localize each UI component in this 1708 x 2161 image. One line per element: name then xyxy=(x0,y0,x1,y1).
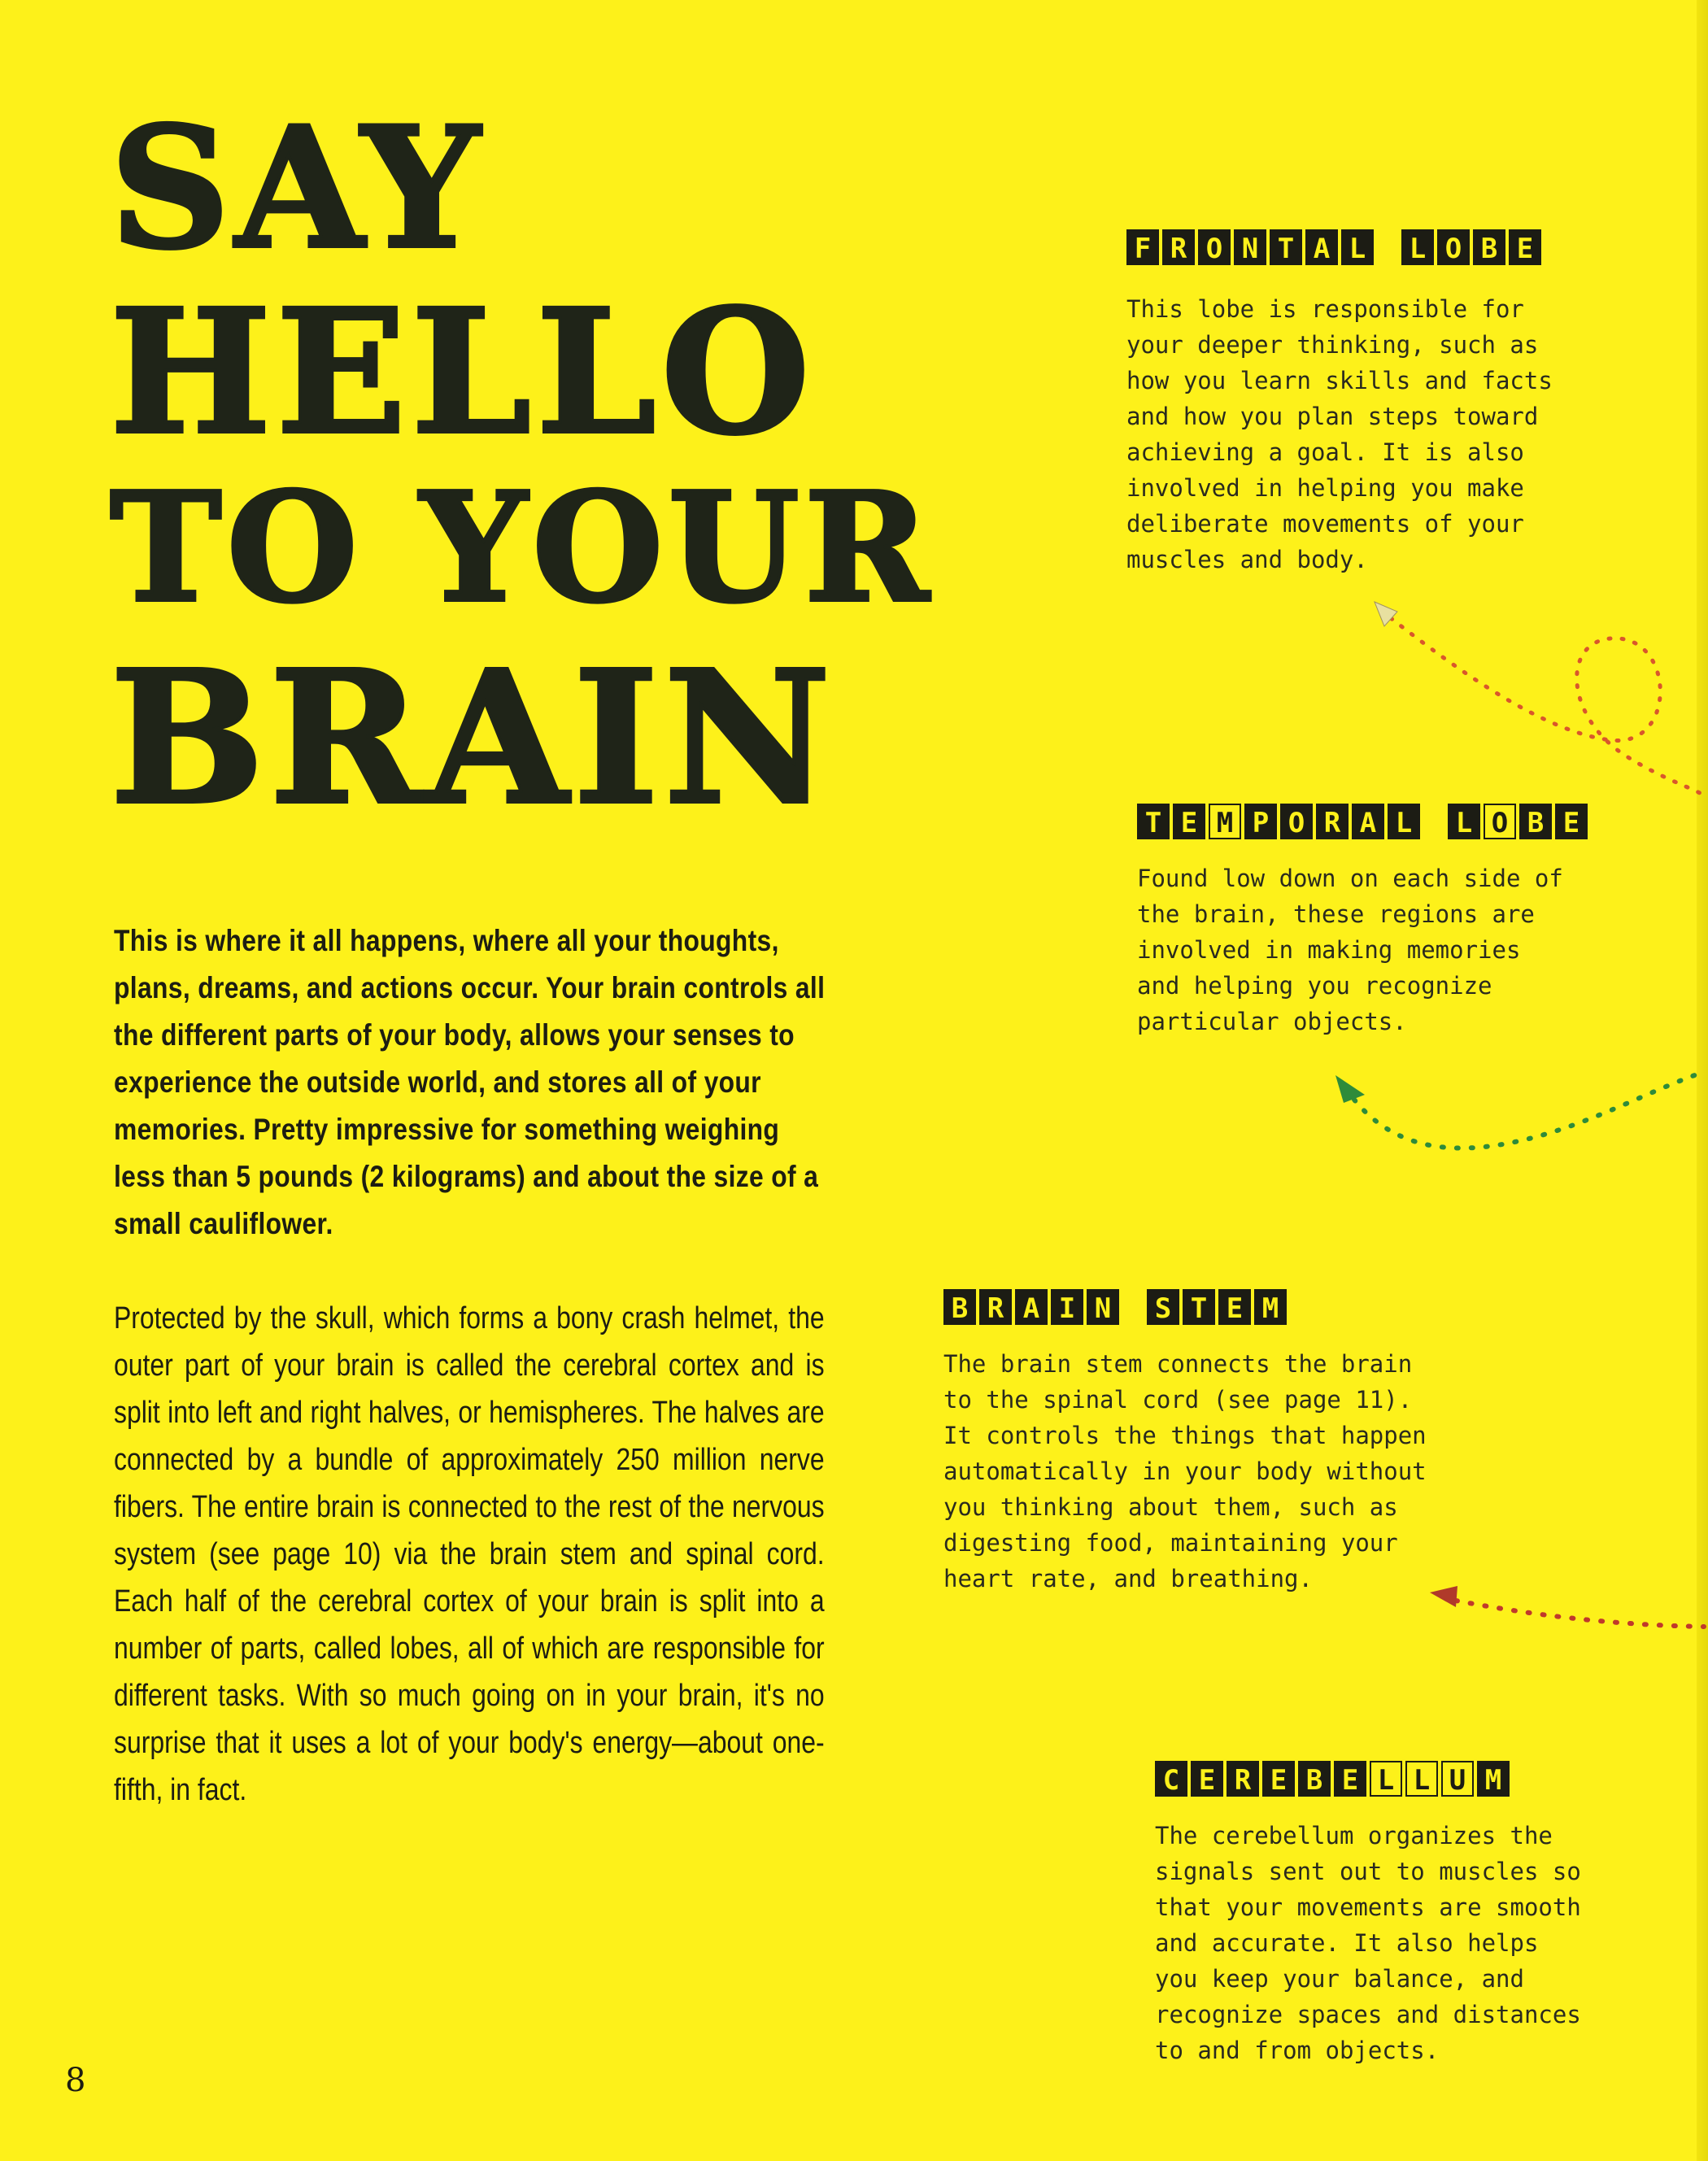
cerebellum-description: The cerebellum organizes the signals sent out to muscles so that your movements are smooth and accurate. It also helps you keep your balance, and recognize spaces and distances to and from objects. xyxy=(1155,1822,1581,2064)
title-letter-block: F xyxy=(1126,229,1159,265)
title-letter-block: T xyxy=(1270,229,1302,265)
title-letter-block: E xyxy=(1191,1761,1223,1797)
frontal-dotted-line xyxy=(1391,618,1700,793)
title-letter-block: O xyxy=(1437,229,1470,265)
title-letter-block: M xyxy=(1254,1289,1287,1325)
title-letter-block: B xyxy=(1473,229,1505,265)
frontal-arrow-icon xyxy=(1375,602,1397,626)
title-letter-block: B xyxy=(1519,804,1552,839)
title-letter-block: M xyxy=(1477,1761,1510,1797)
title-letter-block: B xyxy=(943,1289,976,1325)
title-letter-block: A xyxy=(1305,229,1338,265)
title-letter-block: O xyxy=(1280,804,1313,839)
temporal-dotted-line xyxy=(1354,1072,1704,1148)
headline-line-3: TO YOUR xyxy=(110,459,935,636)
title-letter-block: R xyxy=(1162,229,1195,265)
frontal-lobe-description: This lobe is responsible for your deeper thinking, such as how you learn skills and facts and how you plan steps toward achieving a goal. It is also involved in helping you make deliberate movements of your muscles and body. xyxy=(1126,295,1553,573)
brain-stem-arrow-icon xyxy=(1430,1586,1457,1607)
title-letter-block: T xyxy=(1183,1289,1215,1325)
temporal-lobe-description: Found low down on each side of the brain, these regions are involved in making memories and helping you recognize particular objects. xyxy=(1137,865,1563,1035)
title-letter-block: E xyxy=(1334,1761,1366,1797)
title-letter-block: L xyxy=(1388,804,1420,839)
title-letter-block: E xyxy=(1262,1761,1295,1797)
headline-line-1: SAY xyxy=(110,91,486,286)
brain-stem-description: The brain stem connects the brain to the spinal cord (see page 11). It controls the things that happen automatically in your body without you thinking about them, such as digesting food, maintaining your heart rate, and breathing. xyxy=(943,1350,1427,1592)
body-paragraph: Protected by the skull, which forms a bony crash helmet, the outer part of your brain is called the cerebral cortex and is split into left and right halves, or hemispheres. The halves are connected by a bundle of approximately 250 million nerve fibers. The entire brain is connected to the rest of the nervous system (see page 10) via the brain stem and spinal cord. Each half of the cerebral cortex of your brain is split into a number of parts, called lobes, all of which are responsible for different tasks. With so much going on in your brain, it's no surprise that it uses a lot of your body's energy—about one-fifth, in fact. xyxy=(114,1301,825,1807)
title-letter-block: B xyxy=(1298,1761,1331,1797)
brain-stem-dotted-line xyxy=(1456,1601,1704,1627)
title-letter-block: L xyxy=(1448,804,1480,839)
title-letter-block: M xyxy=(1209,804,1241,839)
title-letter-block: A xyxy=(1352,804,1384,839)
headline-line-4: BRAIN xyxy=(110,631,836,846)
page-number: 8 xyxy=(65,2062,86,2099)
title-letter-block: C xyxy=(1155,1761,1187,1797)
title-letter-block: O xyxy=(1484,804,1516,839)
title-letter-block: E xyxy=(1218,1289,1251,1325)
title-letter-block: U xyxy=(1441,1761,1474,1797)
temporal-arrow-icon xyxy=(1335,1075,1365,1103)
title-letter-block: R xyxy=(1227,1761,1259,1797)
headline-line-2: HELLO xyxy=(110,272,815,473)
title-letter-block: P xyxy=(1244,804,1277,839)
title-letter-block: N xyxy=(1234,229,1266,265)
intro-paragraph: This is where it all happens, where all your thoughts, plans, dreams, and actions occur. Your brain controls all the different parts of your body, allows your senses to experience the outside world, and stores all of your memories. Pretty impressive for something weighing less than 5 pounds (2 kilograms) and about the size of a small cauliflower. xyxy=(114,924,826,1240)
title-letter-block: L xyxy=(1341,229,1374,265)
title-letter-block: N xyxy=(1087,1289,1119,1325)
title-letter-block: R xyxy=(979,1289,1012,1325)
title-letter-block: O xyxy=(1198,229,1231,265)
title-letter-block: E xyxy=(1173,804,1205,839)
title-letter-block: I xyxy=(1051,1289,1083,1325)
title-letter-block: L xyxy=(1405,1761,1438,1797)
title-letter-block: L xyxy=(1401,229,1434,265)
title-letter-block: S xyxy=(1147,1289,1179,1325)
title-letter-block: L xyxy=(1370,1761,1402,1797)
title-letter-block: E xyxy=(1555,804,1588,839)
title-letter-block: T xyxy=(1137,804,1170,839)
title-letter-block: R xyxy=(1316,804,1349,839)
title-letter-block: A xyxy=(1015,1289,1048,1325)
title-letter-block: E xyxy=(1509,229,1541,265)
